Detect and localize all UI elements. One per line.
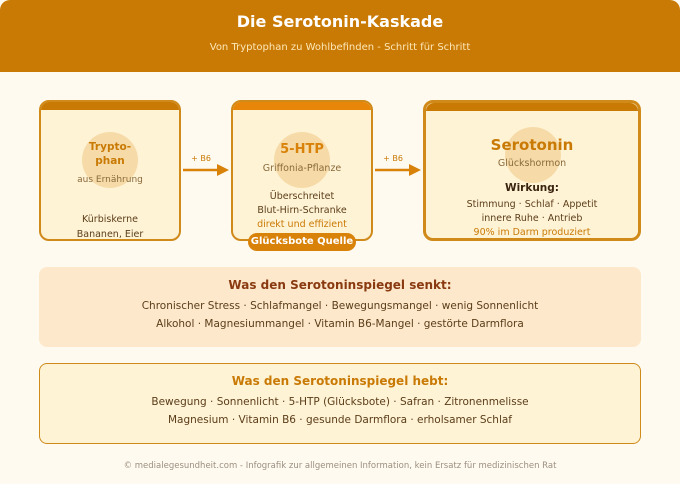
lowers-title: Was den Serotoninspiegel senkt: bbox=[228, 278, 452, 292]
step-title: 5-HTP bbox=[280, 142, 324, 157]
effect-line1: Stimmung · Schlaf · Appetit bbox=[466, 199, 598, 210]
page-subtitle: Von Tryptophan zu Wohlbefinden - Schritt für Schritt bbox=[209, 42, 471, 53]
step-card-tryptophan bbox=[39, 100, 181, 241]
step-note-line1: Überschreitet bbox=[269, 191, 335, 202]
raises-line2: Magnesium · Vitamin B6 · gesunde Darmflora · erholsamer Schlaf bbox=[167, 414, 513, 426]
effect-line2: innere Ruhe · Antrieb bbox=[481, 213, 583, 224]
card-top-bar bbox=[233, 102, 371, 110]
step-title: Serotonin bbox=[490, 136, 574, 154]
step-circle bbox=[274, 132, 330, 188]
step-note-line3: direkt und effizient bbox=[257, 219, 347, 230]
effect-heading: Wirkung: bbox=[504, 182, 559, 194]
lowers-line1: Chronischer Stress · Schlafmangel · Bewegungsmangel · wenig Sonnenlicht bbox=[141, 300, 539, 312]
step-foods-line2: Bananen, Eier bbox=[76, 229, 144, 240]
step-card-5htp bbox=[231, 100, 373, 241]
raises-panel bbox=[39, 363, 641, 444]
arrow-label-b6: + B6 bbox=[191, 154, 211, 163]
arrow-label-b6: + B6 bbox=[383, 154, 403, 163]
effect-line3: 90% im Darm produziert bbox=[473, 227, 591, 238]
step-foods-line1: Kürbiskerne bbox=[82, 214, 138, 225]
footer-disclaimer: © medialegesundheit.com - Infografik zur allgemeinen Information, kein Ersatz für medizinischen Rat bbox=[123, 461, 557, 471]
arrow-right-icon bbox=[375, 163, 423, 177]
raises-line1: Bewegung · Sonnenlicht · 5-HTP (Glücksbote) · Safran · Zitronenmelisse bbox=[151, 396, 529, 408]
step-subtitle: Glückshormon bbox=[497, 158, 567, 169]
page-title: Die Serotonin-Kaskade bbox=[236, 12, 444, 31]
arrow-right-icon bbox=[183, 163, 231, 177]
lowers-panel bbox=[39, 267, 641, 347]
raises-title: Was den Serotoninspiegel hebt: bbox=[231, 374, 449, 388]
glucksbote-badge: Glücksbote Quelle bbox=[248, 233, 356, 251]
step-title-line1: Trypto- bbox=[88, 141, 132, 153]
step-note-line2: Blut-Hirn-Schranke bbox=[257, 205, 347, 216]
step-source: aus Ernährung bbox=[77, 175, 143, 185]
header-banner bbox=[0, 0, 680, 72]
step-title-line2: phan bbox=[95, 155, 125, 167]
step-card-serotonin bbox=[423, 100, 641, 241]
step-source: Griffonia-Pflanze bbox=[262, 163, 342, 174]
lowers-line2: Alkohol · Magnesiummangel · Vitamin B6-Mangel · gestörte Darmflora bbox=[156, 318, 524, 330]
card-top-bar bbox=[41, 102, 179, 110]
card-top-bar bbox=[426, 103, 638, 111]
